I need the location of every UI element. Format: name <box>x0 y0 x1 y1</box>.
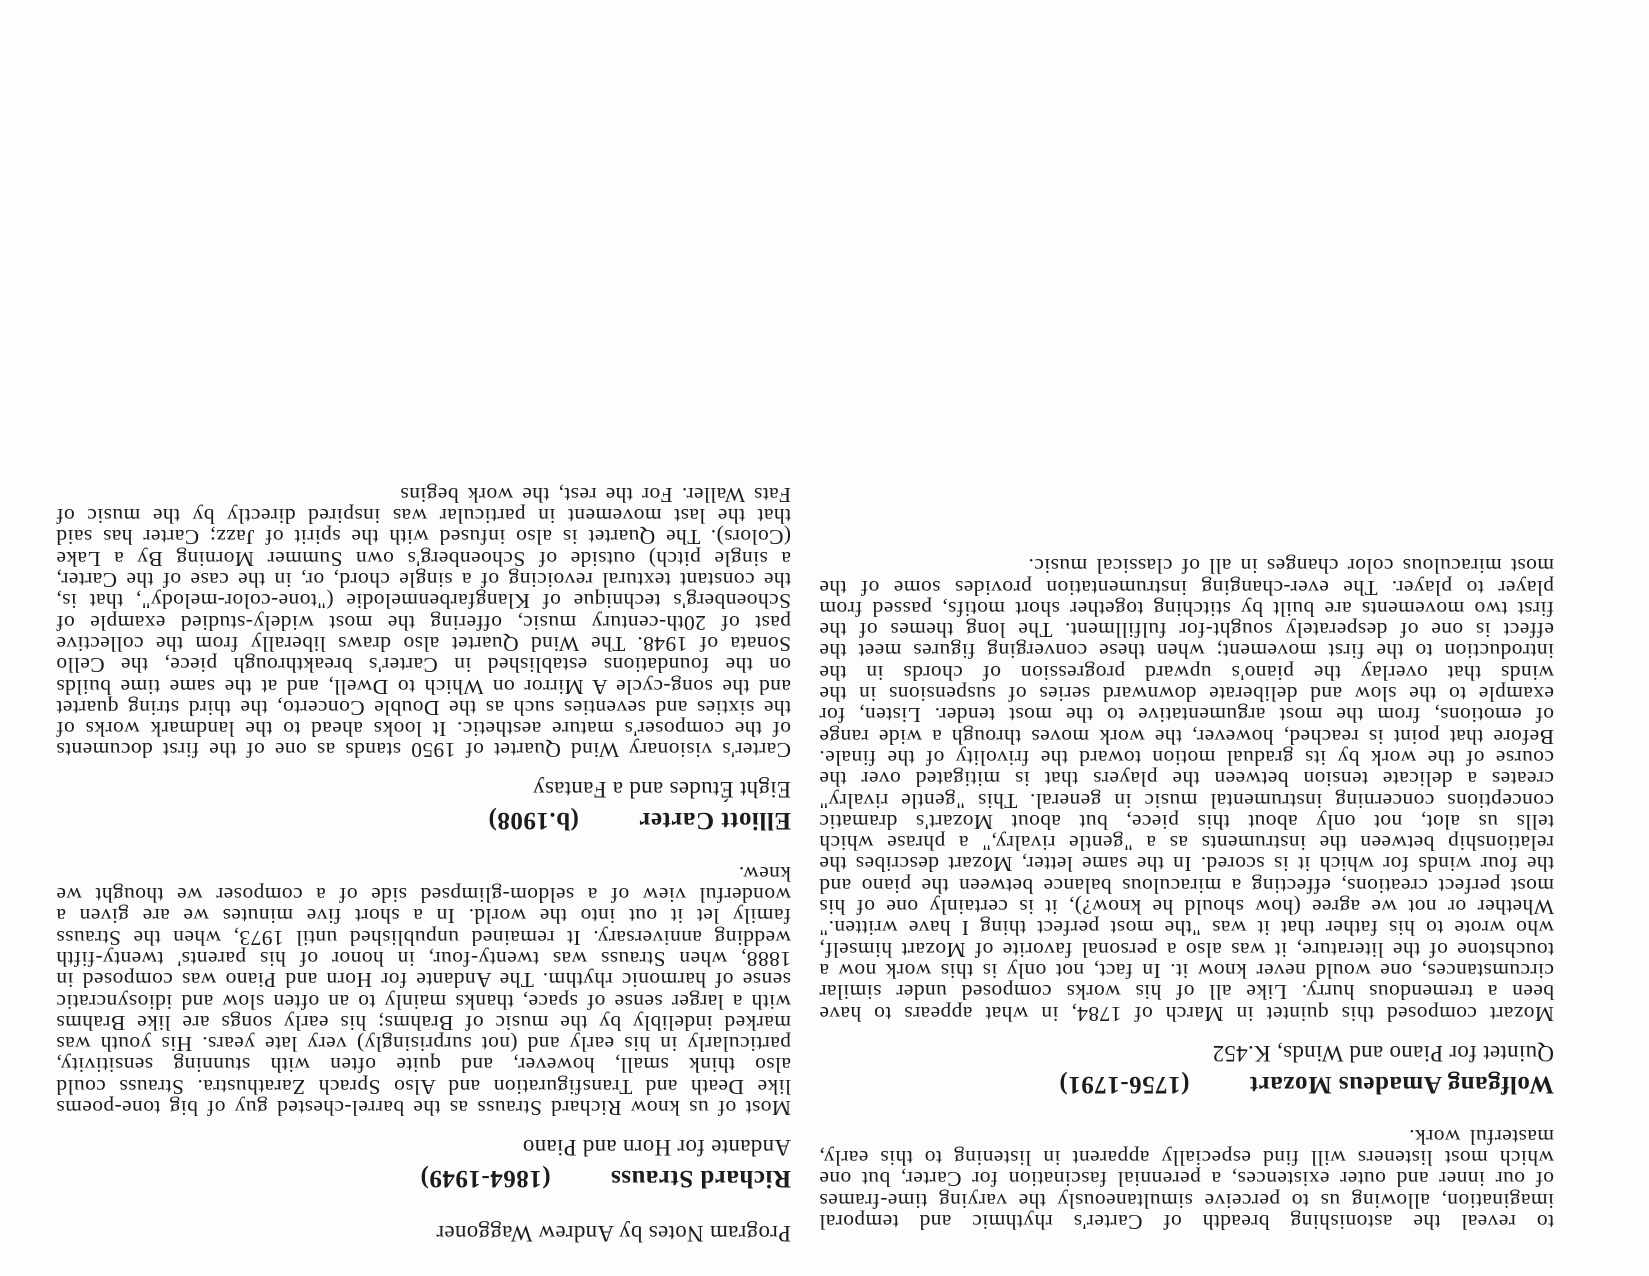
left-column <box>819 555 1554 1232</box>
work-title-mozart: Quintet for Piano and Winds, K.452 <box>1212 1040 1554 1066</box>
strauss-heading <box>56 1164 791 1192</box>
strauss-notes: Most of us know Richard Strauss as the barrel-chested guy of big tone-poems like Death and Transfiguration and Also Sprach Zarathustra. Strauss could also think small, however, and quite often with stunning sensitivity, particularly in his early and (not surprisingly) very late years. His youth was marked indelibly by the music of Brahms; his early songs are like Brahms with a larger sense of space, thanks mainly to an often slow and idiosyncratic sense of harmonic rhythm. The Andante for Horn and Piano was composed in 1888, when Strauss was twenty-four, in honor of his parents' twenty-fifth wedding anniversary. It remained unpublished until 1973, when the Strauss family let it out into the world. In a short five minutes we are given a wonderful view of a seldom-glimpsed side of a composer we thought we knew. <box>56 861 791 1120</box>
work-title-strauss: Andante for Horn and Piano <box>522 1135 791 1160</box>
composer-name-mozart: Wolfgang Amadeus Mozart <box>1249 1070 1554 1098</box>
program-notes-header: Program Notes by Andrew Waggoner <box>436 1221 791 1246</box>
carter-notes: Carter's visionary Wind Quartet of 1950 stands as one of the first documents of the composer's mature aesthetic. It looks ahead to the landmark works of the sixties and seventies such as the Double Concerto, the third string quartet and the song-cycle A Mirror on Which to Dwell, and at the same time builds on the foundations established in Carter's breakthrough piece, the Cello Sonata of 1948. The Wind Quartet also draws liberally from the collective past of 20th-century music, offering the most widely-studied example of Schoenberg's technique of Klangfarbenmelodie ("tone-color-melody", that is, the constant textural revoicing of a single chord, or, in the case of the Carter, a single pitch) outside of Schoenberg's own Summer Morning By a Lake (Colors). The Quartet is also infused with the spirit of Jazz; Carter has said that the last movement in particular was inspired directly by the music of Fats Waller. For the rest, the work begins <box>56 482 791 763</box>
composer-name-carter: Elliott Carter <box>638 807 791 835</box>
carter-heading <box>56 806 791 834</box>
mozart-heading <box>819 1070 1554 1098</box>
right-column <box>56 484 791 1246</box>
mozart-notes: Mozart composed this quintet in March of 1784, in what appears to have been a tremendous hurry. Like all of his works composed under similar circumstances, one would never know it. In fact, not only is this work now a touchstone of the literature, it was also a personal favorite of Mozart himself, who wrote to his father that it was "the most perfect thing I have written." Whether or not we agree (how should he know?), it is certainly one of his most perfect creations, effecting a miraculous balance between the piano and the four winds for which it is scored. In the same letter, Mozart describes the relationship between the instruments as a "gentle rivalry," a phrase which tells us alot, not only about this piece, but about Mozart's dramatic conceptions concerning instrumental music in general. This "gentle rivalry" creates a delicate tension between the players that is mitigated over the course of the work by its gradual motion toward the frivolity of the finale. Before that point is reached, however, the work moves through a wide range of emotions, from the most argumentative to the most tender. Listen, for example to the slow and deliberate downward series of suspensions in the winds that overlay the piano's upward progression of chords in the introduction to the first movement; when these converging figures meet the effect is one of desperately sought-for fulfillment. The long themes of the first two movements are built by stitching together short motifs, passed from player to player. The ever-changing instrumentation provides some of the most miraculous color changes in all of classical music. <box>819 554 1554 1026</box>
work-title-carter: Eight Études and a Fantasy <box>532 777 791 803</box>
composer-dates-carter: (b.1908) <box>488 807 579 835</box>
composer-dates-mozart: (1756-1791) <box>1058 1070 1190 1098</box>
carter-intro-continuation: to reveal the astonishing breadth of Carter's rhythmic and temporal imagination, allowing us to perceive simultaneously the varying time-frames of our inner and outer existences, a perennial fascination for Carter, but one which most listeners will find especially apparent in listening to this early, masterful work. <box>819 1124 1554 1234</box>
composer-dates-strauss: (1864-1949) <box>420 1165 551 1192</box>
composer-name-strauss: Richard Strauss <box>610 1165 791 1192</box>
